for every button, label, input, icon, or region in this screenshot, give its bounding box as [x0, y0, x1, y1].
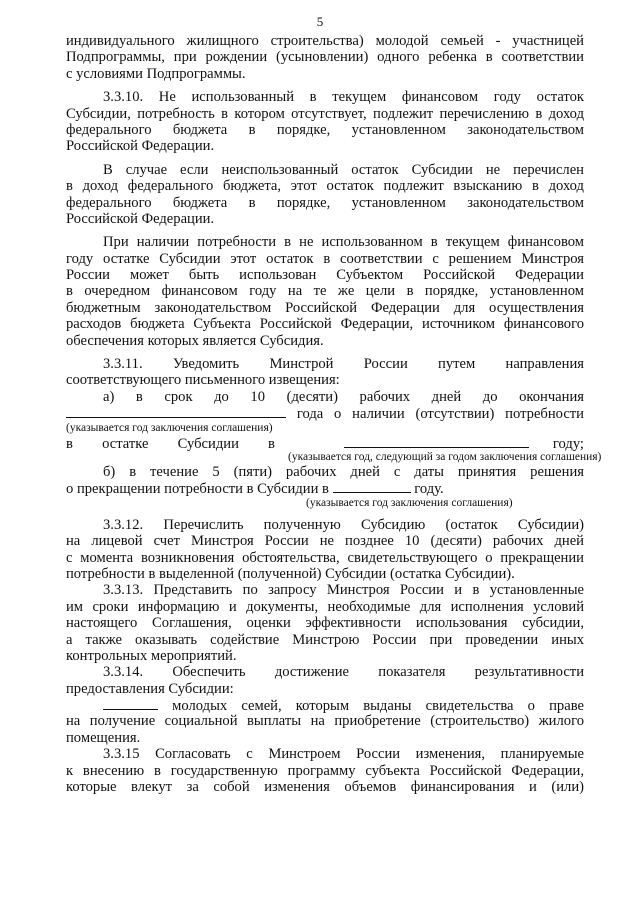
text-line: а) в срок до 10 (десяти) рабочих дней до окончания: [103, 388, 584, 405]
line-suffix: году;: [552, 435, 584, 452]
page-number: 5: [316, 14, 324, 29]
text-line: федерального бюджета в порядке, установленном законодательством: [66, 121, 584, 138]
text-line: расходов бюджета Субъекта Российской Федерации, источником финансового: [66, 316, 584, 333]
field-caption: (указывается год, следующий за годом заключения соглашения): [288, 450, 602, 463]
blank-field[interactable]: [66, 405, 286, 418]
text-line: году остатке Субсидии этот остаток в соответствии с решением Минстроя: [66, 250, 584, 267]
blank-field[interactable]: [344, 435, 529, 448]
text-line: 3.3.13. Представить по запросу Минстроя России и в установленные: [103, 582, 584, 599]
fill-in-line: [66, 405, 584, 421]
paragraph-gap: [66, 510, 584, 517]
fill-in-line: [66, 697, 584, 713]
text-line: б) в течение 5 (пяти) рабочих дней с даты принятия решения: [103, 463, 584, 480]
line-prefix: о прекращении потребности в Субсидии в: [66, 481, 333, 498]
text-line: а также оказывать содействие Минстрою России при проведении иных: [66, 631, 584, 648]
text-line: 3.3.12. Перечислить полученную Субсидию (остаток Субсидии): [103, 516, 584, 533]
blank-field[interactable]: [103, 697, 158, 710]
text-line: 3.3.11. Уведомить Минстрой России путем направления: [103, 356, 584, 373]
text-line: с условиями Подпрограммы.: [66, 65, 246, 82]
paragraph-gap: [66, 82, 584, 89]
text-line: в очередном финансовом году на те же цели в порядке, установленном: [66, 283, 584, 300]
line-prefix: в остатке Субсидии в: [66, 435, 275, 452]
text-line: 3.3.15 Согласовать с Минстроем России изменения, планируемые: [103, 746, 584, 763]
field-caption: (указывается год заключения соглашения): [306, 496, 513, 509]
line-suffix: года о наличии (отсутствии) потребности: [286, 406, 584, 423]
document-body: [66, 33, 602, 796]
text-line: им сроки информацию и документы, необходимые для исполнения условий: [66, 598, 584, 615]
text-line: помещения.: [66, 729, 141, 746]
text-line: потребности в выделенной (полученной) Субсидии (остатка Субсидии).: [66, 565, 515, 582]
line-suffix: году.: [410, 481, 444, 498]
fill-in-line: [66, 480, 584, 496]
text-line: обеспечения которых является Субсидия.: [66, 332, 324, 349]
text-line: предоставления Субсидии:: [66, 680, 234, 697]
line-suffix: молодых семей, которым выданы свидетельства о праве: [158, 698, 584, 715]
text-line: 3.3.14. Обеспечить достижение показателя результативности: [103, 664, 584, 681]
text-line: настоящего Соглашения, оценки эффективности использования субсидии,: [66, 615, 584, 632]
text-line: федерального бюджета в порядке, установленном законодательством: [66, 194, 584, 211]
text-line: индивидуального жилищного строительства) молодой семьей - участницей: [66, 33, 584, 49]
text-line: Подпрограммы, при рождении (усыновлении) одного ребенка в соответствии: [66, 49, 584, 66]
text-line: с момента возникновения обстоятельства, свидетельствующего о прекращении: [66, 549, 584, 566]
text-line: 3.3.10. Не использованный в текущем финансовом году остаток: [103, 89, 584, 106]
text-line: В случае если неиспользованный остаток Субсидии не перечислен: [103, 161, 584, 178]
text-line: Российской Федерации.: [66, 138, 215, 155]
fill-in-line: [66, 435, 584, 451]
text-line: на лицевой счет Минстроя России не позднее 10 (десяти) рабочих дней: [66, 533, 584, 550]
text-line: на получение социальной выплаты на приобретение (строительство) жилого: [66, 713, 584, 730]
text-line: Российской Федерации.: [66, 210, 215, 227]
text-line: России может быть использован Субъектом Российской Федерации: [66, 267, 584, 284]
paragraph-gap: [66, 155, 584, 162]
field-caption: (указывается год заключения соглашения): [66, 421, 273, 434]
paragraph-gap: [66, 227, 584, 234]
text-line: бюджетным законодательством Российской Федерации для осуществления: [66, 299, 584, 316]
text-line: в доход федерального бюджета, этот остаток подлежит взысканию в доход: [66, 178, 584, 195]
text-line: контрольных мероприятий.: [66, 647, 237, 664]
text-line: которые влекут за собой изменения объемов финансирования и (или): [66, 779, 584, 796]
text-line: к внесению в государственную программу субъекта Российской Федерации,: [66, 762, 584, 779]
paragraph-gap: [66, 349, 584, 356]
blank-field[interactable]: [333, 480, 411, 493]
text-line: При наличии потребности в не использованном в текущем финансовом: [103, 234, 584, 251]
text-line: соответствующего письменного извещения:: [66, 372, 340, 389]
text-line: Субсидии, потребность в котором отсутствует, подлежит перечислению в доход: [66, 105, 584, 122]
